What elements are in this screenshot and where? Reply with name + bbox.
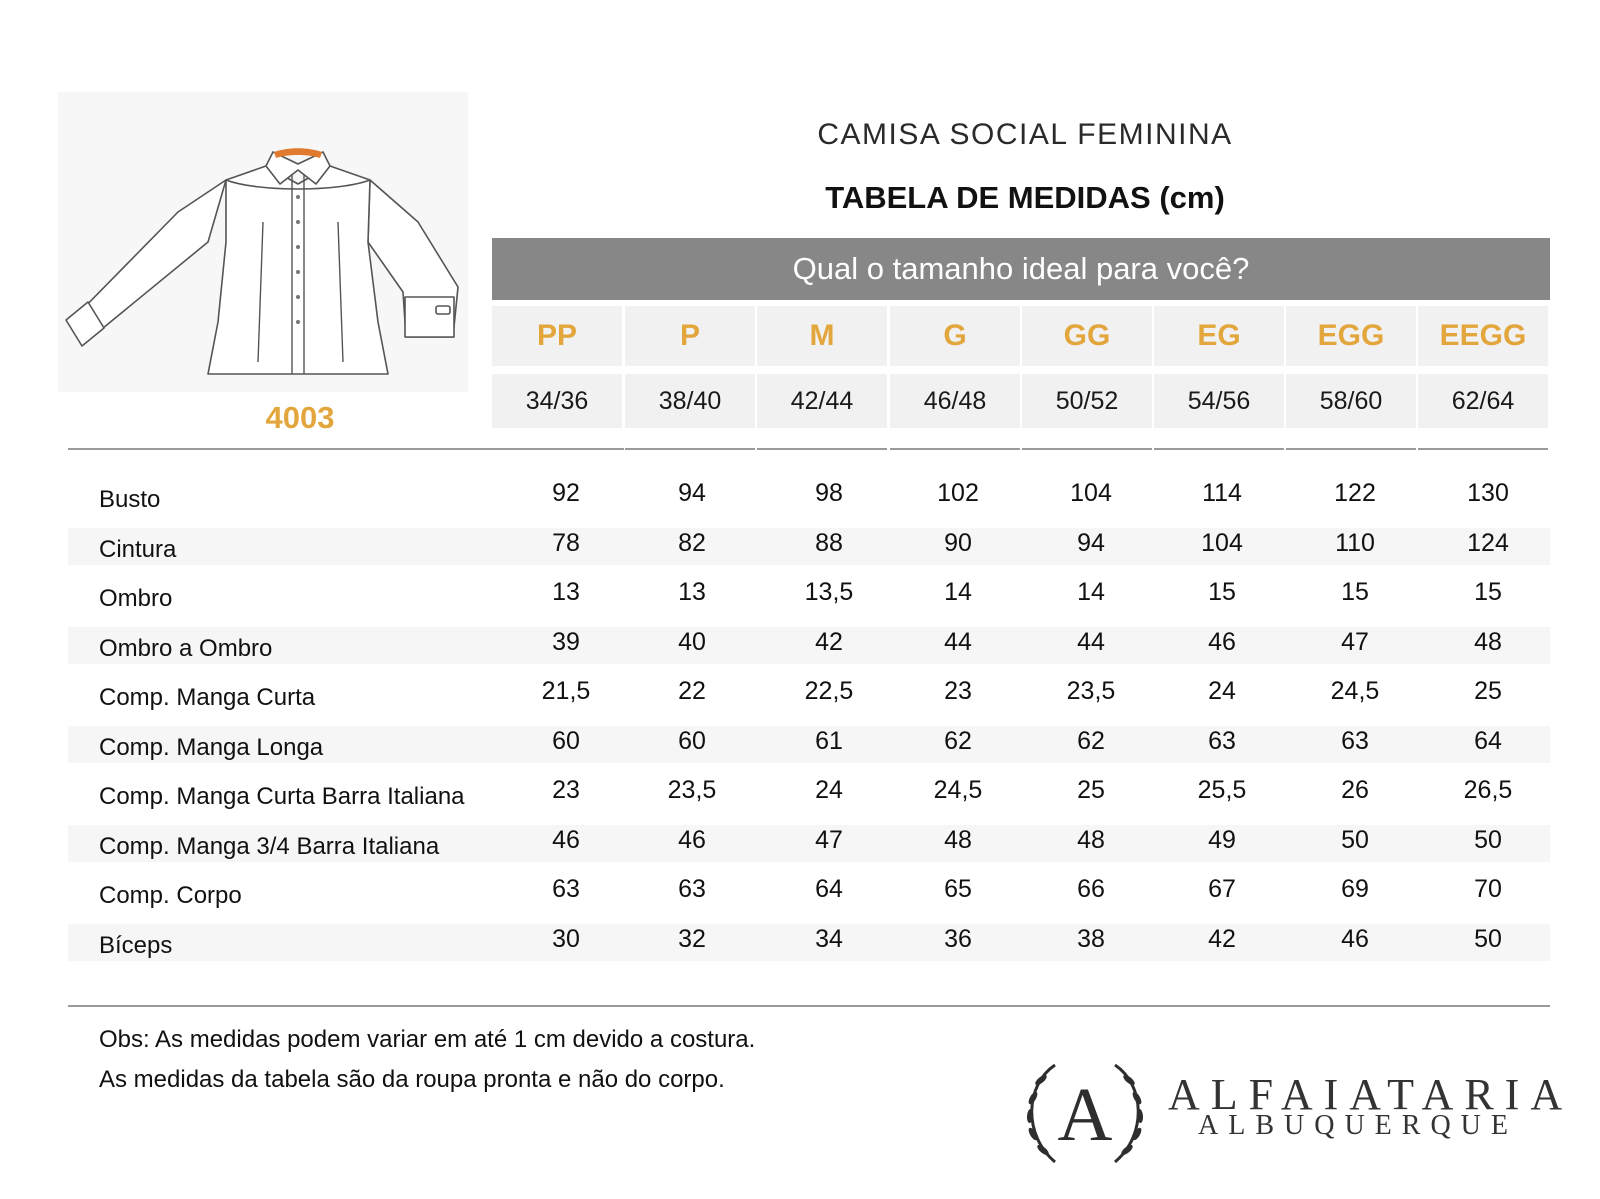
table-row xyxy=(68,478,1550,515)
table-cell: 24 xyxy=(1208,677,1236,705)
size-numeric: 42/44 xyxy=(757,374,887,428)
row-label: Cintura xyxy=(99,536,177,563)
table-cell: 44 xyxy=(944,628,972,656)
size-label: EG xyxy=(1154,306,1284,366)
table-cell: 30 xyxy=(552,925,580,953)
table-cell: 47 xyxy=(1341,628,1369,656)
table-cell: 60 xyxy=(678,727,706,755)
table-cell: 26 xyxy=(1341,776,1369,804)
table-cell: 42 xyxy=(815,628,843,656)
size-label: GG xyxy=(1022,306,1152,366)
table-cell: 44 xyxy=(1077,628,1105,656)
table-cell: 65 xyxy=(944,875,972,903)
table-cell: 15 xyxy=(1341,578,1369,606)
brand-monogram: A xyxy=(1057,1073,1113,1157)
laurel-monogram-icon xyxy=(1015,1050,1155,1180)
size-label: PP xyxy=(492,306,622,366)
table-cell: 15 xyxy=(1474,578,1502,606)
table-cell: 24,5 xyxy=(1330,677,1380,705)
note-line-1: Obs: As medidas podem variar em até 1 cm devido a costura. xyxy=(99,1026,756,1053)
page-title: TABELA DE MEDIDAS (cm) xyxy=(825,180,1225,215)
table-cell: 62 xyxy=(944,727,972,755)
size-label: EEGG xyxy=(1418,306,1548,366)
row-label: Comp. Manga Longa xyxy=(99,734,324,761)
size-numeric: 34/36 xyxy=(492,374,622,428)
table-row xyxy=(68,676,1550,713)
size-label: P xyxy=(625,306,755,366)
table-cell: 88 xyxy=(815,529,843,557)
table-cell: 63 xyxy=(1341,727,1369,755)
table-cell: 25,5 xyxy=(1197,776,1247,804)
size-numeric: 58/60 xyxy=(1286,374,1416,428)
table-cell: 114 xyxy=(1202,479,1242,507)
table-cell: 40 xyxy=(678,628,706,656)
table-cell: 36 xyxy=(944,925,972,953)
table-cell: 15 xyxy=(1208,578,1236,606)
table-cell: 94 xyxy=(678,479,706,507)
table-row xyxy=(68,874,1550,911)
table-cell: 13 xyxy=(678,578,706,606)
table-cell: 104 xyxy=(1201,529,1243,557)
table-cell: 22,5 xyxy=(804,677,854,705)
table-cell: 24,5 xyxy=(933,776,983,804)
size-label: M xyxy=(757,306,887,366)
note-line-2: As medidas da tabela são da roupa pronta e não do corpo. xyxy=(99,1066,725,1093)
table-row xyxy=(68,924,1550,961)
table-cell: 24 xyxy=(815,776,843,804)
table-cell: 48 xyxy=(1474,628,1502,656)
row-label: Comp. Manga Curta Barra Italiana xyxy=(99,783,465,810)
table-cell: 26,5 xyxy=(1463,776,1513,804)
size-numeric: 62/64 xyxy=(1418,374,1548,428)
divider-line xyxy=(68,448,624,450)
table-cell: 39 xyxy=(552,628,580,656)
table-cell: 78 xyxy=(552,529,580,557)
table-cell: 42 xyxy=(1208,925,1236,953)
size-numeric: 46/48 xyxy=(890,374,1020,428)
table-cell: 48 xyxy=(944,826,972,854)
column-divider-line xyxy=(1154,448,1284,450)
table-cell: 14 xyxy=(944,578,972,606)
table-cell: 102 xyxy=(937,479,979,507)
table-cell: 92 xyxy=(552,479,580,507)
table-cell: 50 xyxy=(1474,925,1502,953)
table-cell: 25 xyxy=(1077,776,1105,804)
table-cell: 13 xyxy=(552,578,580,606)
row-label: Busto xyxy=(99,486,161,513)
row-label: Comp. Manga 3/4 Barra Italiana xyxy=(99,833,440,860)
table-cell: 50 xyxy=(1474,826,1502,854)
table-cell: 46 xyxy=(678,826,706,854)
table-cell: 82 xyxy=(678,529,706,557)
table-row xyxy=(68,825,1550,862)
table-cell: 46 xyxy=(1208,628,1236,656)
table-cell: 48 xyxy=(1077,826,1105,854)
table-cell: 13,5 xyxy=(804,578,854,606)
table-cell: 124 xyxy=(1467,529,1509,557)
size-label: G xyxy=(890,306,1020,366)
table-cell: 23,5 xyxy=(667,776,717,804)
size-numeric: 50/52 xyxy=(1022,374,1152,428)
table-cell: 23 xyxy=(552,776,580,804)
table-cell: 21,5 xyxy=(541,677,591,705)
divider-line xyxy=(68,1005,1550,1007)
row-label: Comp. Manga Curta xyxy=(99,684,316,711)
table-cell: 60 xyxy=(552,727,580,755)
table-cell: 130 xyxy=(1467,479,1509,507)
table-row xyxy=(68,627,1550,664)
table-cell: 63 xyxy=(1208,727,1236,755)
row-label: Comp. Corpo xyxy=(99,882,242,909)
table-cell: 14 xyxy=(1077,578,1105,606)
table-cell: 98 xyxy=(815,479,843,507)
size-numeric: 38/40 xyxy=(625,374,755,428)
table-cell: 63 xyxy=(552,875,580,903)
table-cell: 104 xyxy=(1070,479,1112,507)
table-cell: 46 xyxy=(1341,925,1369,953)
size-numeric: 54/56 xyxy=(1154,374,1284,428)
table-cell: 66 xyxy=(1077,875,1105,903)
table-cell: 70 xyxy=(1474,875,1502,903)
column-divider-line xyxy=(1418,448,1548,450)
table-cell: 47 xyxy=(815,826,843,854)
size-label: EGG xyxy=(1286,306,1416,366)
brand-subname: ALBUQUERQUE xyxy=(1198,1110,1518,1141)
table-cell: 34 xyxy=(815,925,843,953)
size-question-banner: Qual o tamanho ideal para você? xyxy=(492,238,1550,300)
column-divider-line xyxy=(757,448,887,450)
table-cell: 49 xyxy=(1208,826,1236,854)
table-cell: 122 xyxy=(1334,479,1376,507)
table-cell: 22 xyxy=(678,677,706,705)
table-cell: 64 xyxy=(815,875,843,903)
table-cell: 61 xyxy=(815,727,843,755)
table-cell: 62 xyxy=(1077,727,1105,755)
table-row xyxy=(68,726,1550,763)
column-divider-line xyxy=(1022,448,1152,450)
column-divider-line xyxy=(625,448,755,450)
product-subtitle: CAMISA SOCIAL FEMININA xyxy=(817,118,1233,151)
table-row xyxy=(68,528,1550,565)
table-cell: 23 xyxy=(944,677,972,705)
table-cell: 38 xyxy=(1077,925,1105,953)
table-cell: 69 xyxy=(1341,875,1369,903)
row-label: Ombro xyxy=(99,585,173,612)
column-divider-line xyxy=(890,448,1020,450)
table-cell: 46 xyxy=(552,826,580,854)
table-cell: 63 xyxy=(678,875,706,903)
table-row xyxy=(68,577,1550,614)
shirt-illustration xyxy=(58,92,468,392)
table-cell: 25 xyxy=(1474,677,1502,705)
table-cell: 67 xyxy=(1208,875,1236,903)
table-cell: 90 xyxy=(944,529,972,557)
table-cell: 94 xyxy=(1077,529,1105,557)
brand-name: ALFAIATARIA xyxy=(1168,1070,1574,1119)
table-cell: 64 xyxy=(1474,727,1502,755)
table-cell: 32 xyxy=(678,925,706,953)
row-label: Bíceps xyxy=(99,932,173,959)
model-code: 4003 xyxy=(265,400,335,435)
row-label: Ombro a Ombro xyxy=(99,635,273,662)
table-cell: 110 xyxy=(1335,529,1375,557)
table-cell: 50 xyxy=(1341,826,1369,854)
table-cell: 23,5 xyxy=(1066,677,1116,705)
table-row xyxy=(68,775,1550,812)
shirt-icon xyxy=(58,92,468,392)
column-divider-line xyxy=(1286,448,1416,450)
